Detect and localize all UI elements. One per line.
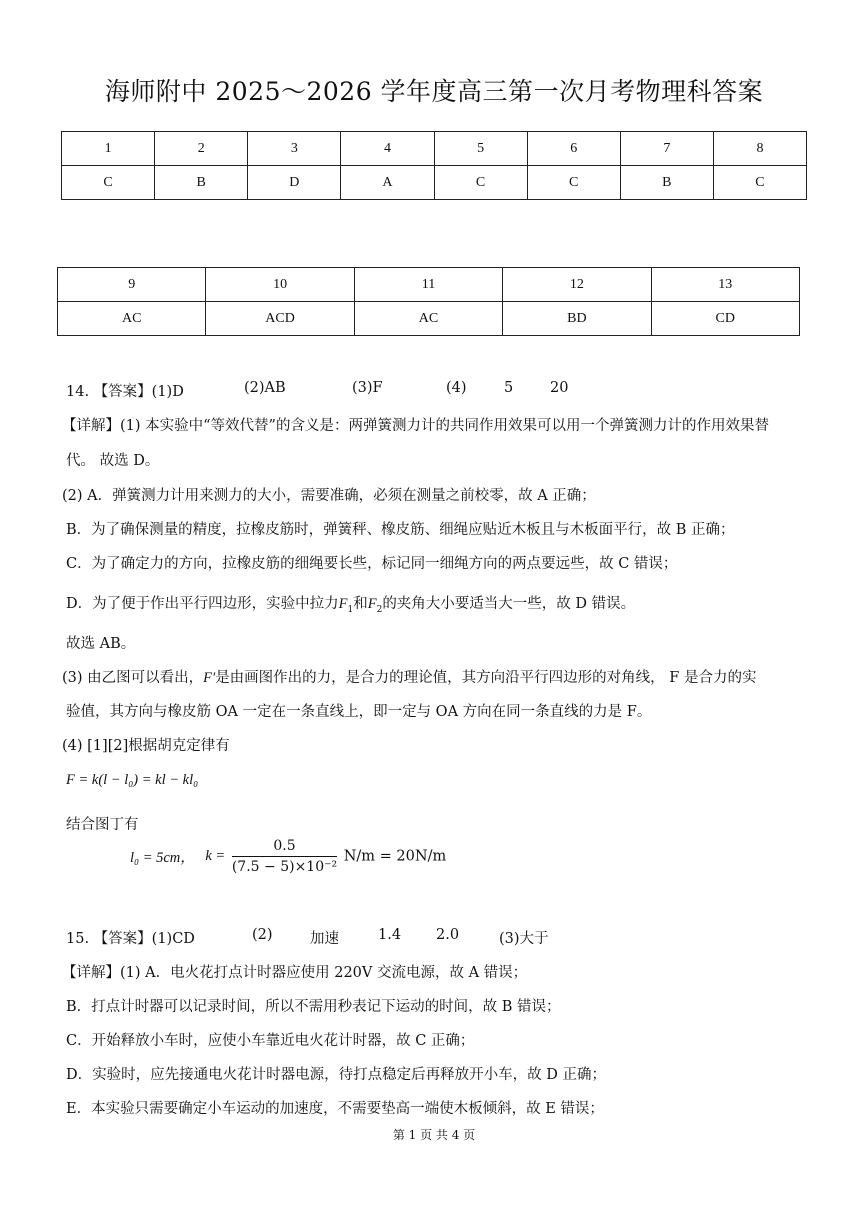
table-cell: 1 (62, 132, 155, 166)
table-cell: 2 (155, 132, 248, 166)
table-cell: BD (503, 302, 651, 336)
q15-answer-2-value-2: 1.4 (378, 927, 402, 943)
q14-answer-4-value-2: 20 (550, 380, 569, 396)
q14-choose: 故选 AB。 (66, 636, 136, 652)
q14-detail-3-post: 是由画图作出的力，是合力的理论值，其方向沿平行四边形的对角线， F 是合力的实 (215, 670, 757, 686)
table-cell: D (248, 166, 341, 200)
q15-detail-c: C．开始释放小车时，应使小车靠近电火花计时器，故 C 正确； (66, 1033, 475, 1049)
q14-detail-2: (2) A．弹簧测力计用来测力的大小，需要准确，必须在测量之前校零，故 A 正确； (62, 488, 596, 504)
table-cell: 5 (434, 132, 527, 166)
q14-answer-4: (4) (446, 380, 467, 396)
q14-detail-1b: 代。 故选 D。 (66, 453, 160, 469)
k-calculation (130, 838, 446, 875)
table-cell: 6 (527, 132, 620, 166)
fraction-numerator: 0.5 (232, 838, 337, 857)
table-header-row (58, 268, 800, 302)
q14-answer-label: 14. 【答案】(1)D (66, 384, 184, 400)
table-cell: C (62, 166, 155, 200)
fraction-denominator: (7.5 − 5)×10⁻² (231, 859, 338, 875)
k-fraction (232, 838, 337, 875)
page-footer: 第 1 页 共 4 页 (392, 1128, 476, 1142)
table-cell: AC (354, 302, 502, 336)
table-cell: 11 (354, 268, 502, 302)
q14-detail-1a: 【详解】(1) 本实验中“等效代替”的含义是：两弹簧测力计的共同作用效果可以用一个弹簧测力计的作用效果替 (62, 418, 769, 434)
page-title: 海师附中 2025～2026 学年度高三第一次月考物理科答案 (104, 77, 764, 106)
q14-detail-d (66, 592, 635, 615)
q15-answer-label: 15. 【答案】(1)CD (66, 931, 195, 947)
table-cell: 9 (58, 268, 206, 302)
table-cell: 12 (503, 268, 651, 302)
q14-detail-4: (4) [1][2]根据胡克定律有 (62, 738, 230, 754)
k-lhs: k = (205, 848, 226, 864)
force-f1-subscript: 1 (347, 604, 354, 615)
q15-answer-2: (2) (252, 927, 273, 943)
force-f1-symbol: F (338, 596, 348, 612)
table-row (58, 302, 800, 336)
table-cell: 8 (713, 132, 806, 166)
table-cell: A (341, 166, 434, 200)
force-f2-subscript: 2 (376, 604, 383, 615)
q14-detail-b: B．为了确保测量的精度，拉橡皮筋时，弹簧秤、橡皮筋、细绳应贴近木板且与木板面平行，故 B 正确； (66, 522, 735, 538)
k-rhs: N/m = 20N/m (343, 848, 447, 865)
table-cell: B (155, 166, 248, 200)
q15-detail-a: 【详解】(1) A．电火花打点计时器应使用 220V 交流电源，故 A 错误； (62, 965, 528, 981)
q14-answer-3: (3)F (352, 380, 383, 396)
q15-detail-b: B．打点计时器可以记录时间，所以不需用秒表记下运动的时间，故 B 错误； (66, 999, 561, 1015)
q14-detail-c: C．为了确定力的方向，拉橡皮筋的细绳要长些，标记同一细绳方向的两点要远些，故 C 错误； (66, 556, 678, 572)
q14-detail-3b: 验值，其方向与橡皮筋 OA 一定在一条直线上，即一定与 OA 方向在同一条直线的力是 F。 (66, 704, 652, 720)
q14-combine: 结合图丁有 (66, 817, 139, 833)
table-cell: B (620, 166, 713, 200)
hooke-formula: F = k(l − l₀) = kl − kl₀ (66, 772, 199, 788)
table-header-row (62, 132, 807, 166)
table-row (62, 166, 807, 200)
table-cell: 7 (620, 132, 713, 166)
force-f2-symbol: F (367, 596, 377, 612)
q15-detail-e: E．本实验只需要确定小车运动的加速度，不需要垫高一端使木板倾斜，故 E 错误； (66, 1101, 604, 1117)
table-cell: 4 (341, 132, 434, 166)
q14-answer-line (66, 380, 569, 401)
table-cell: 10 (206, 268, 354, 302)
table-cell: 13 (651, 268, 799, 302)
q15-detail-d: D．实验时，应先接通电火花计时器电源，待打点稳定后再释放开小车，故 D 正确； (66, 1067, 606, 1083)
table-cell: 3 (248, 132, 341, 166)
q15-answer-line (66, 927, 549, 948)
table-cell: C (527, 166, 620, 200)
q14-answer-2: (2)AB (244, 380, 286, 396)
l0-value: l₀ = 5cm， (130, 850, 195, 866)
force-f-prime-symbol: F′ (203, 670, 216, 686)
q15-answer-2-value-1: 加速 (310, 931, 339, 947)
table-cell: ACD (206, 302, 354, 336)
table-cell: C (434, 166, 527, 200)
table-cell: AC (58, 302, 206, 336)
q14-detail-d-post: 的夹角大小要适当大一些，故 D 错误。 (382, 596, 636, 612)
q14-detail-d-pre: D．为了便于作出平行四边形，实验中拉力 (66, 596, 339, 612)
q15-answer-3: (3)大于 (499, 931, 549, 947)
q14-answer-4-value-1: 5 (504, 380, 514, 396)
table-cell: C (713, 166, 806, 200)
table-cell: CD (651, 302, 799, 336)
q14-detail-3-pre: (3) 由乙图可以看出， (62, 670, 204, 686)
answer-table-1 (61, 131, 807, 200)
q14-detail-3 (62, 666, 756, 687)
answer-table-2 (57, 267, 800, 336)
q15-answer-2-value-3: 2.0 (436, 927, 460, 943)
q14-detail-d-and: 和 (353, 596, 368, 612)
